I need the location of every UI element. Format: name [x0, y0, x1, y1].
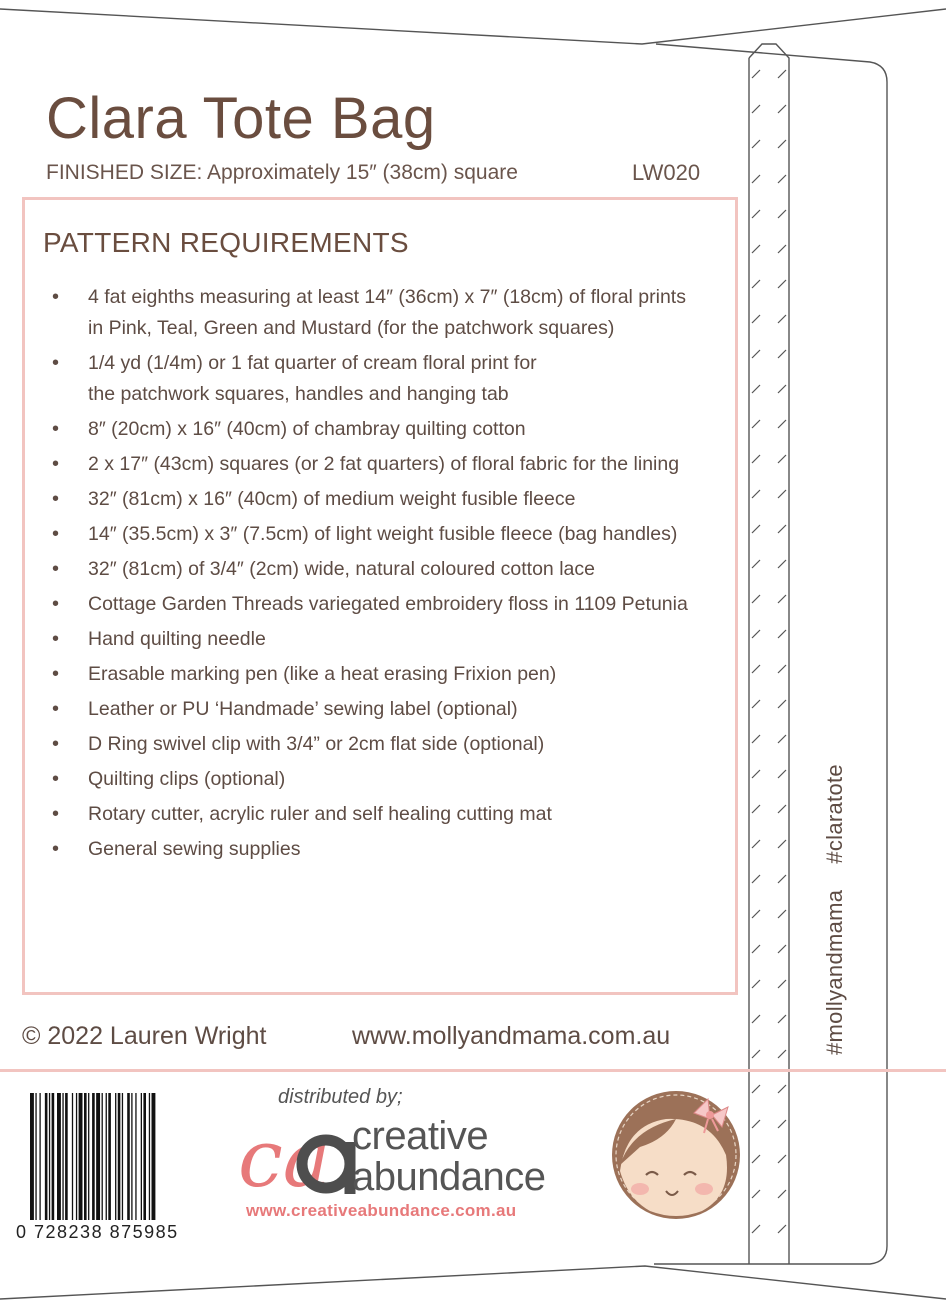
divider — [0, 1069, 946, 1072]
bullet-icon: • — [52, 523, 60, 545]
bullet-icon: • — [52, 418, 60, 440]
requirement-text: 1/4 yd (1/4m) or 1 fat quarter of cream floral print for — [88, 352, 537, 374]
requirement-text: 32″ (81cm) of 3/4″ (2cm) wide, natural coloured cotton lace — [88, 558, 595, 580]
requirement-text: 4 fat eighths measuring at least 14″ (36cm) x 7″ (18cm) of floral prints — [88, 286, 686, 308]
brand-name-line2: abundance — [352, 1155, 546, 1199]
pattern-code: LW020 — [632, 160, 701, 185]
requirement-text: Cottage Garden Threads variegated embroidery floss in 1109 Petunia — [88, 593, 688, 615]
barcode-number: 0 728238 875985 — [16, 1222, 179, 1242]
handle-strap-right — [749, 44, 789, 1264]
requirement-item — [46, 519, 706, 550]
requirement-item — [46, 414, 706, 445]
requirement-item — [46, 624, 706, 655]
requirement-text: D Ring swivel clip with 3/4” or 2cm flat side (optional) — [88, 733, 545, 755]
distributor-url[interactable]: www.creativeabundance.com.au — [246, 1201, 517, 1220]
requirement-text: Erasable marking pen (like a heat erasing Frixion pen) — [88, 663, 557, 685]
bullet-icon: • — [52, 558, 60, 580]
requirement-item — [46, 282, 706, 344]
requirement-item — [46, 764, 706, 795]
requirement-text: Quilting clips (optional) — [88, 768, 286, 790]
hashtag-claratote: #claratote — [822, 764, 847, 864]
bullet-icon: • — [52, 838, 60, 860]
requirement-text: Rotary cutter, acrylic ruler and self healing cutting mat — [88, 803, 552, 825]
bullet-icon: • — [52, 628, 60, 650]
page-title: Clara Tote Bag — [46, 86, 436, 151]
hashtag-mollyandmama: #mollyandmama — [822, 889, 847, 1055]
handle-stitching — [752, 70, 786, 1233]
requirement-item — [46, 799, 706, 830]
requirement-item — [46, 694, 706, 725]
requirement-item — [46, 484, 706, 515]
bullet-icon: • — [52, 453, 60, 475]
requirement-text: 32″ (81cm) x 16″ (40cm) of medium weight fusible fleece — [88, 488, 576, 510]
brand-name-line1: creative — [352, 1114, 489, 1158]
requirement-item — [46, 449, 706, 480]
requirement-item — [46, 834, 706, 865]
requirement-item — [46, 659, 706, 690]
finished-size: FINISHED SIZE: Approximately 15″ (38cm) square — [46, 161, 518, 184]
bag-top-edge — [0, 9, 946, 44]
bullet-icon: • — [52, 663, 60, 685]
requirements-list — [46, 282, 706, 869]
bullet-icon: • — [52, 488, 60, 510]
requirement-item — [46, 729, 706, 760]
molly-and-mama-doll-icon — [606, 1085, 746, 1225]
requirement-text: the patchwork squares, handles and hanging tab — [88, 383, 509, 405]
bullet-icon: • — [52, 733, 60, 755]
bag-bottom-edge — [0, 1266, 946, 1299]
requirement-text: Leather or PU ‘Handmade’ sewing label (optional) — [88, 698, 518, 720]
requirement-item — [46, 348, 706, 410]
bullet-icon: • — [52, 352, 60, 374]
bullet-icon: • — [52, 593, 60, 615]
requirement-text: 14″ (35.5cm) x 3″ (7.5cm) of light weight fusible fleece (bag handles) — [88, 523, 678, 545]
distributed-by-label: distributed by; — [278, 1086, 403, 1108]
requirement-text: Hand quilting needle — [88, 628, 266, 650]
requirements-heading: PATTERN REQUIREMENTS — [43, 227, 409, 258]
barcode — [30, 1093, 208, 1220]
hashtags — [822, 755, 862, 1055]
requirement-text: in Pink, Teal, Green and Mustard (for the patchwork squares) — [88, 317, 615, 339]
requirement-item — [46, 589, 706, 620]
bullet-icon: • — [52, 768, 60, 790]
bullet-icon: • — [52, 803, 60, 825]
requirement-text: General sewing supplies — [88, 838, 301, 860]
bullet-icon: • — [52, 698, 60, 720]
bullet-icon: • — [52, 286, 60, 308]
requirement-text: 2 x 17″ (43cm) squares (or 2 fat quarters) of floral fabric for the lining — [88, 453, 680, 475]
logo-letter-c: ca — [238, 1112, 331, 1205]
website-link[interactable]: www.mollyandmama.com.au — [352, 1022, 671, 1050]
requirement-item — [46, 554, 706, 585]
creative-abundance-logo-icon — [234, 1112, 364, 1208]
requirement-text: 8″ (20cm) x 16″ (40cm) of chambray quilting cotton — [88, 418, 526, 440]
copyright: © 2022 Lauren Wright — [22, 1022, 267, 1050]
